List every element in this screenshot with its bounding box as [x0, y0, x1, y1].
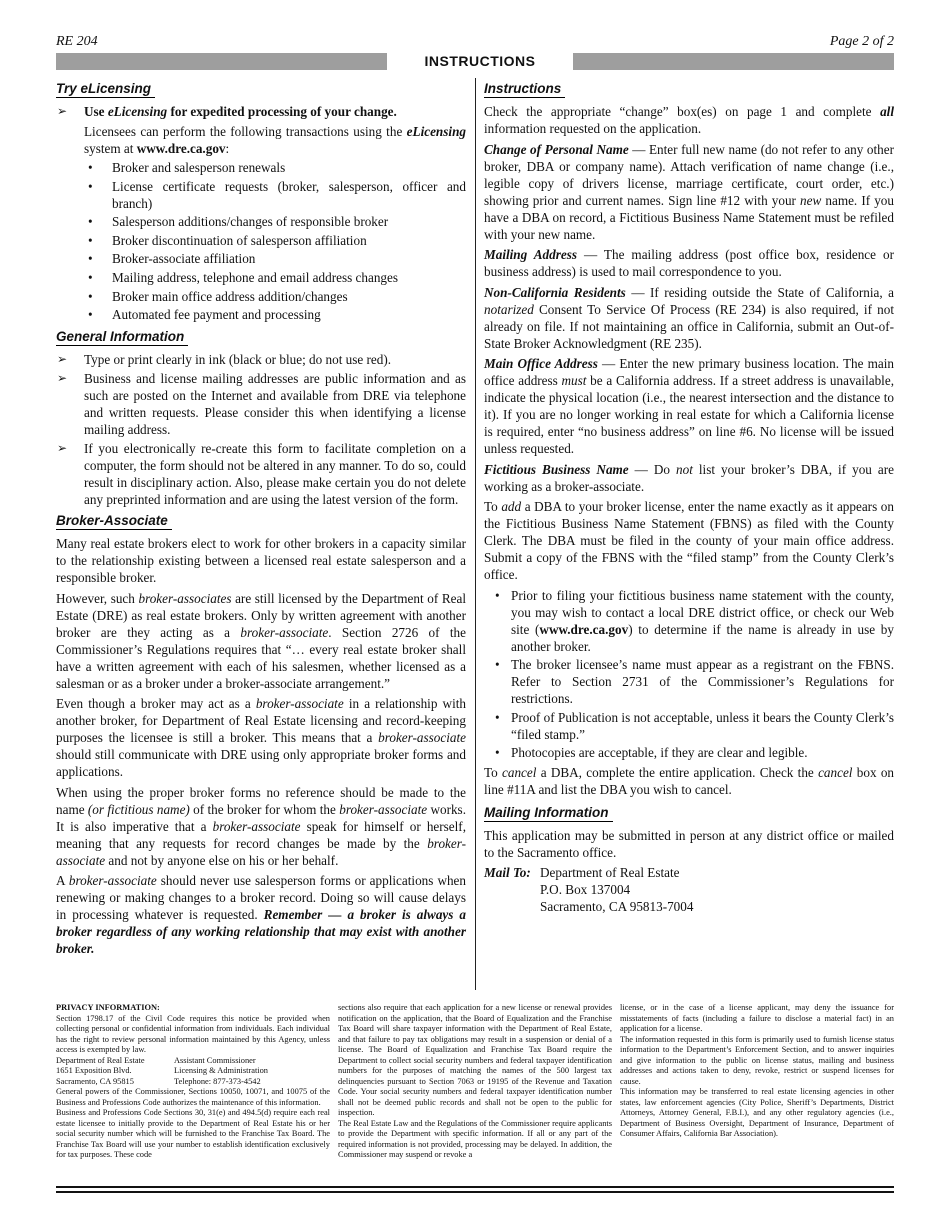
elicensing-heading: Try eLicensing — [56, 81, 155, 98]
page-header — [56, 34, 894, 54]
mail-to-block — [484, 864, 894, 915]
broker-paragraph: A broker-associate should never use salesperson forms or applications when renewing or making changes to a broker record. Doing so will cause delays in processing whatever is requested. Remember — a broker is always a broker regardless of any working relationship that may exist with another broker. — [56, 873, 467, 957]
bottom-rule — [56, 1191, 894, 1193]
fictitious-name-paragraph: Fictitious Business Name — Do not list your broker’s DBA, if you are working as a broker-associate. — [484, 461, 894, 494]
dba-list — [489, 587, 894, 762]
dre-website-link[interactable]: www.dre.ca.gov — [539, 621, 629, 637]
broker-associate-heading: Broker-Associate — [56, 513, 172, 530]
dre-website-link[interactable]: www.dre.ca.gov — [136, 141, 226, 156]
broker-paragraph: When using the proper broker forms no reference should be made to the name (or fictitious name) of the broker for whom the broker-associate works. It is also imperative that a broker-associate speak for himself or herself, meaning that any requests for record changes be made by the broker-associate and not by anyone else on his or her behalf. — [56, 784, 466, 868]
broker-paragraph: However, such broker-associates are still licensed by the Department of Real Estate (DRE) as real estate brokers. Only by written agreement with another broker are they acting as a broker-associate. Section 2726 of the Commissioner’s Regulations requires that “… every real estate broker shall have a written agreement with each of his salesmen, whether licensed as a salesman or as a broker under a broker-associate arrangement.” — [56, 590, 467, 691]
instructions-paragraph: Check the appropriate “change” box(es) on page 1 and complete all information requested on the application. — [484, 104, 894, 136]
list-item: • Broker discontinuation of salesperson affiliation — [84, 232, 466, 249]
instructions-heading: Instructions — [484, 81, 565, 98]
list-item: • Mailing address, telephone and email address changes — [84, 269, 466, 286]
elicensing-item: ➢ Use eLicensing for expedited processing of your change. Licensees can perform the following transactions using the eLicensing system at www.dre.ca.gov: — [56, 103, 466, 157]
mailing-paragraph: This application may be submitted in person at any district office or mailed to the Sacramento office. — [484, 827, 894, 860]
page-number: Page 2 of 2 — [829, 34, 894, 49]
list-item: • Photocopies are acceptable, if they are clear and legible. — [489, 744, 894, 761]
page-title: INSTRUCTIONS — [387, 53, 573, 70]
dre-address-table: Department of Real Estate Assistant Commissioner 1651 Exposition Blvd. Licensing & Administration Sacramento, CA 95815 Telephone: 877-373-4542 — [56, 1055, 268, 1086]
general-info-list — [56, 351, 466, 508]
list-item: • Proof of Publication is not acceptable, unless it bears the County Clerk’s “filed stamp.” — [489, 709, 894, 743]
left-column — [56, 78, 466, 961]
right-column — [484, 78, 894, 915]
privacy-column: sections also require that each application for a new license or renewal provides notification on the application, that the Board of Equalization and the Franchise Tax Board will share taxpayer information with the Department of Real Estate, and that failure to pay tax obligations may result in a suspension or denial of a license. The Board of Equalization and Franchise Tax Board require the Department to collect social security numbers and federal taxpayer identification numbers for the purposes of matching the names of the 500 largest tax delinquencies pursuant to Section 7063 or 19195 of the Revenue and Taxation Code. Your social security numbers and federal taxpayer identification number shall not be deemed public records and shall not be open to the public for inspection. The Real Estate Law and the Regulations of the Commissioner require applicants to provide the Department with specific information. If all or any part of the required information is not provided, processing may be delayed. In addition, the Commissioner may suspend or revoke a — [338, 1003, 612, 1159]
mail-to-label: Mail To: — [484, 865, 531, 881]
bottom-rule — [56, 1186, 894, 1188]
mailing-info-heading: Mailing Information — [484, 805, 613, 822]
list-item: • Salesperson additions/changes of responsible broker — [84, 213, 466, 230]
mailing-address-paragraph: Mailing Address — The mailing address (post office box, residence or business address) is used to mail correspondence to you. — [484, 247, 894, 279]
privacy-information — [56, 1003, 894, 1183]
privacy-title: PRIVACY INFORMATION: — [56, 1003, 160, 1012]
general-info-heading: General Information — [56, 329, 188, 346]
list-item: • Prior to filing your fictitious business name statement with the county, you may wish to contact a local DRE district office, or check our Web site (www.dre.ca.gov) to determine if the name is already in use by another broker. — [489, 587, 894, 655]
elicensing-list — [56, 103, 466, 157]
cancel-dba-paragraph: To cancel a DBA, complete the entire application. Check the cancel box on line #11A and list the DBA you wish to cancel. — [484, 765, 895, 798]
list-item: • Broker-associate affiliation — [84, 250, 466, 267]
list-item: • Broker and salesperson renewals — [84, 159, 466, 176]
form-id: RE 204 — [56, 34, 98, 49]
broker-paragraph: Many real estate brokers elect to work for other brokers in a capacity similar to the relationship existing between a licensed real estate salesperson and a responsible broker. — [56, 536, 466, 586]
main-office-paragraph: Main Office Address — Enter the new primary business location. The main office address must be a California address. If a street address is unavailable, indicate the physical location (i.e., the nearest intersection and the distance to it). If you are no longer working in real estate for which a California license is required, enter “no business address” on line #6. No license will be issued unless requested. — [484, 356, 895, 456]
list-item: • Broker main office address addition/changes — [84, 288, 466, 305]
add-dba-paragraph: To add a DBA to your broker license, enter the name exactly as it appears on the Fictitious Business Name Statement (FBNS) as filed with the County Clerk. The DBA must be filed in the county of your main office address. Submit a copy of the FBNS with the “filed stamp” from the County Clerk’s office. — [484, 499, 894, 582]
name-change-paragraph: Change of Personal Name — Enter full new name (do not refer to any other broker, DBA or company name). Attach verification of name change (i.e., legible copy of drivers license, marriage certificate, court order, etc.) showing prior and current names. Sign line #12 with your new name. If you have a DBA on record, a Fictitious Business Name Statement must be refiled with your new name. — [484, 141, 895, 242]
column-divider — [475, 78, 476, 990]
list-item: • License certificate requests (broker, salesperson, officer and branch) — [84, 178, 466, 212]
privacy-column: PRIVACY INFORMATION: Section 1798.17 of the Civil Code requires this notice be provided when collecting personal or confidential information from individuals. Each individual has the right to review personal information maintained by this Agency, unless access is exempted by law. Department of Real Estate Assistant Commissioner 1651 Exposition Blvd. Licensing & Administration Sacramento, CA 95815 Telephone: 877-373-4542 General powers of the Commissioner, Sections 10050, 10071, and 10075 of the Business and Professions Code authorizes the maintenance of this information. Business and Professions Code Sections 30, 31(e) and 494.5(d) require each real estate licensee to initially provide to the Department of Real Estate his or her social security number which will be furnished to the Franchise Tax Board. The Franchise Tax Board will use your number to establish identification exclusively for tax purposes. These code — [56, 1003, 330, 1159]
privacy-column: license, or in the case of a license applicant, may deny the issuance for misstatements of facts (including a failure to disclose a material fact) in an application for a license. The information requested in this form is primarily used to furnish license status information to the Department’s Enforcement Section, and to answer inquiries and give information to the public on license status, mailing and business addresses and actions taken to deny, revoke, restrict or suspend licenses for cause. This information may be transferred to real estate licensing agencies in other states, law enforcement agencies (City Police, Sheriff’s Departments, District Attorneys, Attorney General, F.B.I.), and any other regulatory agencies (i.e., Department of Business Oversight, Department of Insurance, Department of Consumer Affairs, California Bar Association). — [620, 1003, 894, 1138]
list-item: • Automated fee payment and processing — [84, 306, 466, 323]
mail-to-address: Department of Real Estate P.O. Box 137004 Sacramento, CA 95813-7004 — [540, 865, 694, 915]
list-item: ➢ If you electronically re-create this form to facilitate completion on a computer, the form should not be altered in any manner. To do so, could result in disciplinary action. Also, please make certain you do not delete any preprinted information and are using the latest version of the form. — [56, 440, 466, 508]
list-item: ➢ Type or print clearly in ink (black or blue; do not use red). — [56, 351, 466, 368]
elicensing-intro: Licensees can perform the following transactions using the eLicensing system at www.dre.ca.gov: — [84, 124, 466, 156]
non-california-paragraph: Non-California Residents — If residing outside the State of California, a notarized Consent To Service Of Process (RE 234) is also required, if not already on file. If not maintaining an office in California, submit an Out-of-State Broker Acknowledgment (RE 235). — [484, 284, 894, 351]
transactions-list — [84, 159, 466, 323]
list-item: • The broker licensee’s name must appear as a registrant on the FBNS. Refer to Section 2731 of the Commissioner’s Regulations for restrictions. — [489, 656, 894, 707]
broker-paragraph: Even though a broker may act as a broker-associate in a relationship with another broker, for Department of Real Estate licensing and record-keeping purposes the licensee is still a broker. This means that a broker-associate should still communicate with DRE using only appropriate broker forms and applications. — [56, 696, 466, 780]
list-item: ➢ Business and license mailing addresses are public information and as such are posted on the Internet and available from DRE via telephone and written requests. Please consider this when identifying a license mailing address. — [56, 370, 466, 438]
